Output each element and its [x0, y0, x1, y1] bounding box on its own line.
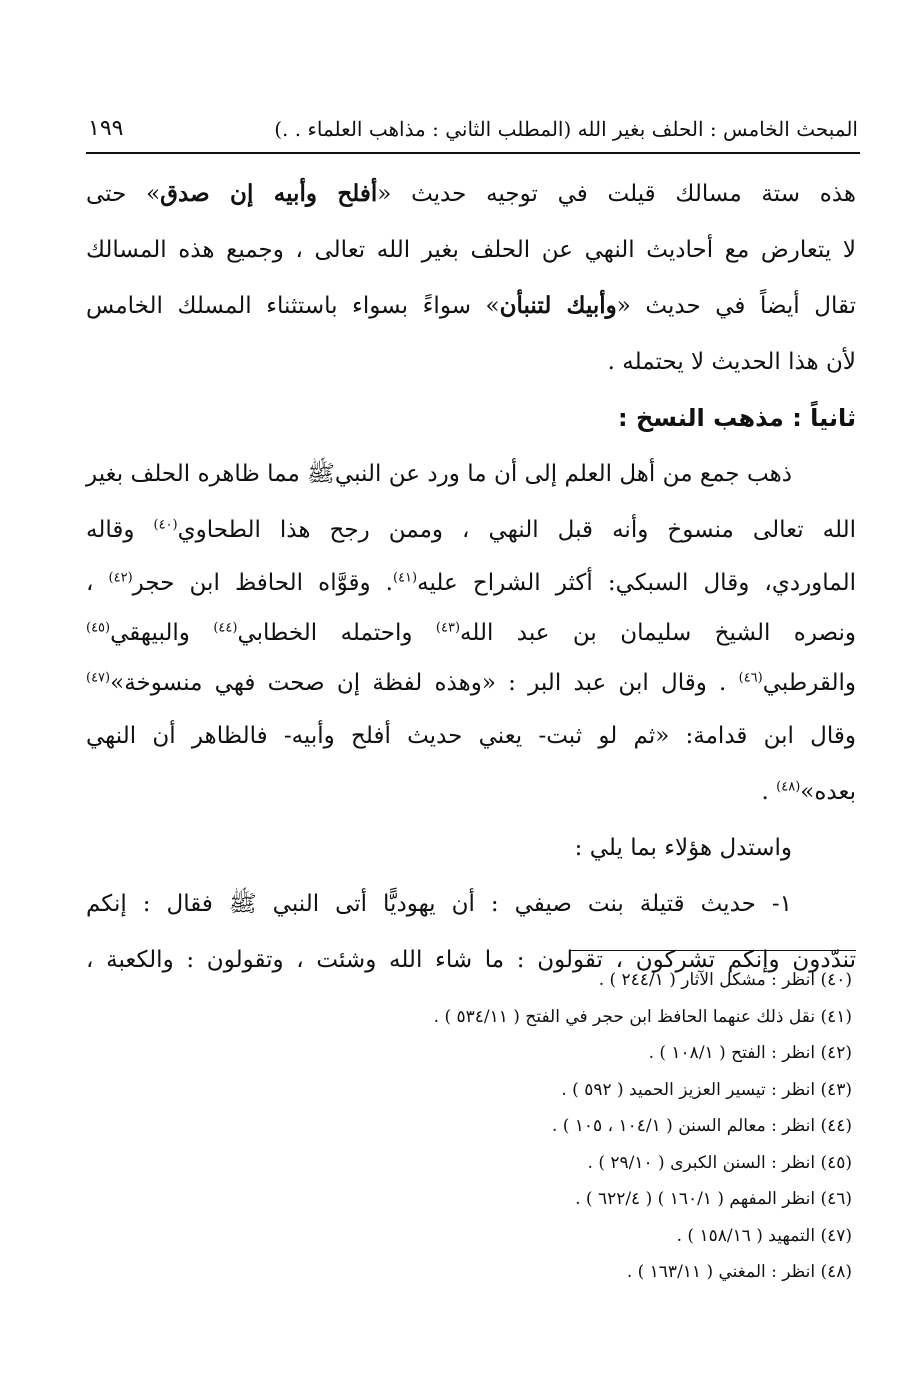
text-line: لا يتعارض مع أحاديث النهي عن الحلف بغير الله تعالى ، وجميع هذه المسالك: [86, 237, 856, 263]
footnote-rule: [570, 950, 856, 951]
footnote: (٤٦) انظر المفهم ( ١٦٠/١ ) ( ٦٢٢/٤ ) .: [575, 1189, 852, 1209]
hadith-quote: أفلح وأبيه إن صدق: [160, 180, 378, 207]
footnote-ref: (٤٢): [108, 570, 133, 586]
text-line: لأن هذا الحديث لا يحتمله .: [607, 349, 856, 375]
footnote-ref: (٤٨): [776, 779, 801, 795]
footnote-ref: (٤٠): [153, 517, 178, 533]
text-line: تندّدون وإنكم تشركون ، تقولون : ما شاء الله وشئت ، وتقولون : والكعبة ،: [86, 947, 856, 973]
hadith-quote: وأبيك لتنبأن: [499, 292, 617, 319]
text-line: ذهب جمع من أهل العلم إلى أن ما ورد عن النبيﷺ مما ظاهره الحلف بغير: [86, 461, 792, 487]
main-text: [86, 166, 856, 988]
footnotes: [152, 962, 852, 1291]
text-line: بعده»$^{(٤٨)}$ .: [761, 779, 856, 805]
text-line: وقال ابن قدامة: «ثم لو ثبت- يعني حديث أفلح وأبيه- فالظاهر أن النهي: [86, 723, 856, 749]
footnote-ref: (٤٣): [435, 620, 461, 636]
footnote: (٤٠) انظر : مشكل الآثار ( ٢٤٤/١ ) .: [598, 970, 852, 990]
footnote: (٤٧) التمهيد ( ١٥٨/١٦ ) .: [676, 1225, 852, 1246]
text-line: ١- حديث قتيلة بنت صيفي : أن يهوديًّا أتى النبي ﷺ فقال : إنكم: [86, 891, 792, 917]
header-rule: [86, 152, 860, 154]
footnote: (٤٢) انظر : الفتح ( ١٠٨/١ ) .: [648, 1043, 852, 1063]
footnote: (٤٥) انظر : السنن الكبرى ( ٢٩/١٠ ) .: [587, 1152, 852, 1173]
text-line: هذه ستة مسالك قيلت في توجيه حديث «أفلح وأبيه إن صدق» حتى: [86, 180, 856, 207]
page-number: ١٩٩: [88, 116, 124, 141]
running-header: [88, 108, 858, 150]
text-line: الله تعالى منسوخ وأنه قبل النهي ، وممن رجح هذا الطحاوي$^{(٤٠)}$ وقاله: [86, 517, 856, 543]
footnote-ref: (٤٦): [738, 670, 763, 686]
footnote: (٤١) نقل ذلك عنهما الحافظ ابن حجر في الفتح ( ٥٣٤/١١ ) .: [433, 1006, 852, 1027]
text-line: الماوردي، وقال السبكي: أكثر الشراح عليه$^{(٤١)}$. وقوَّاه الحافظ ابن حجر$^{(٤٢)}$ ،: [86, 570, 856, 596]
footnote-ref: (٤٧): [86, 670, 111, 686]
footnote-ref: (٤١): [393, 570, 418, 586]
header-title: المبحث الخامس : الحلف بغير الله (المطلب الثاني : مذاهب العلماء . .): [274, 117, 858, 141]
text-line: واستدل هؤلاء بما يلي :: [574, 835, 792, 861]
text-line: تقال أيضاً في حديث «وأبيك لتنبأن» سواءً بسواء باستثناء المسلك الخامس: [86, 292, 856, 319]
text-line: والقرطبي$^{(٤٦)}$ . وقال ابن عبد البر : «وهذه لفظة إن صحت فهي منسوخة»$^{(٤٧)}$: [86, 670, 856, 696]
section-heading: ثانياً : مذهب النسخ :: [618, 404, 856, 432]
footnote: (٤٣) انظر : تيسير العزيز الحميد ( ٥٩٢ ) .: [561, 1079, 852, 1100]
footnote-ref: (٤٤): [213, 620, 238, 636]
footnote: (٤٨) انظر : المغني ( ١٦٣/١١ ) .: [626, 1262, 852, 1282]
footnote-ref: (٤٥): [86, 620, 111, 636]
text-line: ونصره الشيخ سليمان بن عبد الله$^{(٤٣)}$ واحتمله الخطابي$^{(٤٤)}$ والبيهقي$^{(٤٥)}$: [86, 620, 856, 646]
footnote: (٤٤) انظر : معالم السنن ( ١٠٤/١ ، ١٠٥ ) .: [551, 1116, 852, 1136]
